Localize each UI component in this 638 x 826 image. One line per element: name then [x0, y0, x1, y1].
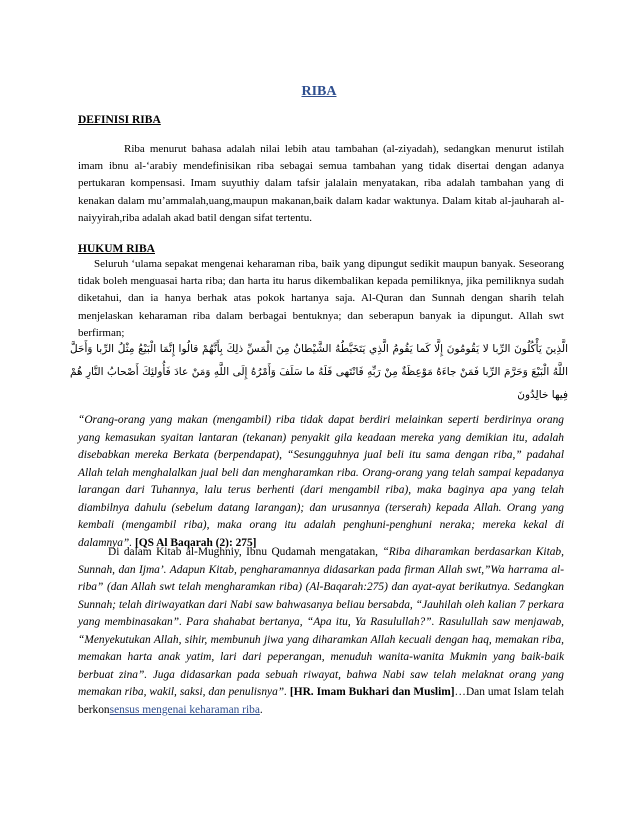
mughniy-body: “Riba diharamkan berdasarkan Kitab, Sunnah, dan Ijma’. Adapun Kitab, pengharamannya didasarkan pada firman Allah swt,”Wa harrama al-riba” (dan Allah swt telah mengharamkan riba) (Al-Baqarah:275) dan ayat-ayat berikutnya. Sedangkan Sunnah; telah diriwayatkan dari Nabi saw bahwasanya beliau bersabda, “Jauhilah oleh kalian 7 perkara yang membinasakan”. Para shahabat bertanya, “Apa itu, Ya Rasulullah?”. Rasulullah saw menjawab, “Menyekutukan Allah, sihir, membunuh jiwa yang diharamkan Allah kecuali dengan haq, memakan riba, memakan harta anak yatim, lari dari peperangan, menuduh wanita-wanita Mukmin yang baik-baik berbuat zina”. Juga didasarkan pada sebuah riwayat, bahwa Nabi saw telah melaknat orang yang memakan riba, wakil, saksi, dan penulisnya”.	[78, 546, 564, 698]
mughniy-tail: …Dan umat Islam telah berkon	[78, 686, 564, 716]
hukum-paragraph: Seluruh ‘ulama sepakat mengenai keharaman riba, baik yang dipungut sedikit maupun banyak. Seseorang tidak boleh menguasai harta riba; dan harta itu harus dikembalikan kepada pemiliknya, jika pemiliknya sudah diketahui, dan ia hanya berhak atas pokok hartanya saja. Al-Quran dan Sunnah dengan sharih telah menjelaskan keharaman riba dalam berbagai bentuknya; dan seberapun banyak ia dipungut. Allah swt berfirman;	[78, 258, 564, 339]
definisi-heading: DEFINISI RIBA	[78, 114, 161, 126]
mughniy-paragraph	[78, 544, 564, 719]
definisi-paragraph: Riba menurut bahasa adalah nilai lebih atau tambahan (al-ziyadah), sedangkan menurut istilah imam ibnu al-‘arabiy mendefinisikan riba sebagai semua tambahan yang tidak disertai dengan adanya pertukaran kompensasi. Imam suyuthiy dalam tafsir jalalain menyatakan, riba adalah tambahan yang di kenakan dalam mu’ammalah,uang,maupun makanan,baik dalam kadar waktunya. Dalam kitab al-jauharah al-naiyyirah,riba adalah akad batil dengan sifat tertentu.	[78, 143, 564, 224]
page-title: RIBA	[301, 84, 337, 99]
arabic-verse: الَّذِينَ يَأْكُلُونَ الرِّبا لا يَقُومُونَ إِلَّا كَما يَقُومُ الَّذِي يَتَخَبَّطُهُ الشَّيْطانُ مِنَ الْمَسِّ ذلِكَ بِأَنَّهُمْ قالُوا إِنَّمَا الْبَيْعُ مِثْلُ الرِّبا وَأَحَلَّ اللَّهُ الْبَيْعَ وَحَرَّمَ الرِّبا فَمَنْ جاءَهُ مَوْعِظَةٌ مِنْ رَبِّهِ فَانْتَهى فَلَهُ ما سَلَفَ وَأَمْرُهُ إِلَى اللَّهِ وَمَنْ عادَ فَأُولئِكَ أَصْحابُ النَّارِ هُمْ فِيها خالِدُونَ	[70, 343, 568, 401]
verse-translation	[78, 412, 564, 552]
mughniy-intro: Di dalam Kitab al-Mughniy, Ibnu Qudamah mengatakan,	[108, 546, 383, 558]
consensus-link[interactable]: sensus mengenai keharaman riba	[109, 703, 260, 716]
mughniy-reference: [HR. Imam Bukhari dan Muslim]	[289, 686, 455, 698]
mughniy-tail-end: .	[259, 703, 263, 716]
translation-text: “Orang-orang yang makan (mengambil) riba tidak dapat berdiri melainkan seperti berdirinya orang yang kemasukan syaitan lantaran (tekanan) penyakit gila keadaan mereka yang demikian itu, adalah disebabkan mereka Berkata (berpendapat), “Sesungguhnya jual beli itu sama dengan riba,” padahal Allah telah menghalalkan jual beli dan mengharamkan riba. Orang-orang yang telah sampai kepadanya larangan dari Tuhannya, lalu terus berhenti (dari mengambil riba), maka baginya apa yang telah diambilnya dahulu (sebelum datang larangan); dan urusannya (terserah) kepada Allah. Orang yang kembali (mengambil riba), maka orang itu adalah penghuni-penghuni neraka; mereka kekal di dalamnya”.	[78, 414, 564, 549]
translation-reference: [QS Al Baqarah (2): 275]	[134, 536, 257, 549]
hukum-heading: HUKUM RIBA	[78, 243, 155, 255]
